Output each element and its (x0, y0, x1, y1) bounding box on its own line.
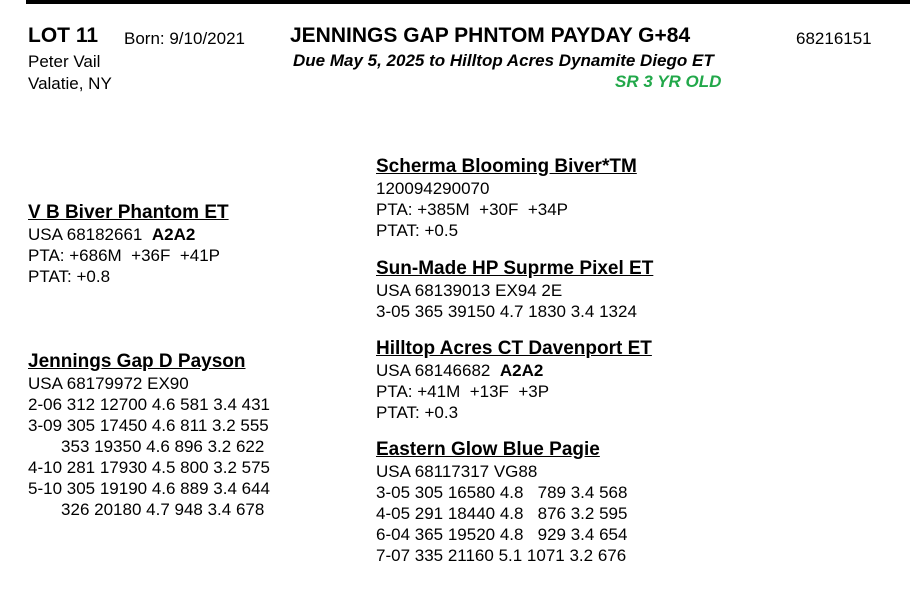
dam-sire-block (376, 337, 652, 423)
dam-dam-record: 3-05 305 16580 4.8 789 3.4 568 (376, 483, 628, 502)
sire-sire-block (376, 155, 637, 241)
dam-record: 5-10 305 19190 4.6 889 3.4 644 (28, 479, 270, 498)
sire-reg-line (28, 224, 229, 245)
sire-dam-reg: USA 68139013 EX94 2E (376, 281, 563, 300)
dam-dam-record: 4-05 291 18440 4.8 876 3.2 595 (376, 504, 628, 523)
dam-block (28, 350, 270, 520)
owner-info (28, 51, 112, 95)
top-rule (26, 0, 910, 4)
dam-reg: USA 68179972 EX90 (28, 374, 189, 393)
sire-sire-reg: 120094290070 (376, 179, 490, 198)
sire-ptat: PTAT: +0.8 (28, 267, 111, 286)
dam-sire-code: A2A2 (499, 361, 544, 380)
dam-name: Jennings Gap D Payson (28, 351, 246, 372)
dam-record: 3-09 305 17450 4.6 811 3.2 555 (28, 416, 269, 435)
dam-sire-pta: PTA: +41M +13F +3P (376, 382, 550, 401)
dam-dam-block (376, 438, 627, 566)
dam-sire-ptat: PTAT: +0.3 (376, 403, 459, 422)
sire-dam-name: Sun-Made HP Suprme Pixel ET (376, 258, 654, 279)
sire-name: V B Biver Phantom ET (28, 202, 229, 223)
sire-block (28, 201, 229, 287)
animal-name: JENNINGS GAP PHNTOM PAYDAY G+84 (290, 24, 691, 47)
dam-record: 326 20180 4.7 948 3.4 678 (28, 500, 265, 519)
dam-dam-reg: USA 68117317 VG88 (376, 462, 538, 481)
sire-sire-pta: PTA: +385M +30F +34P (376, 200, 568, 219)
dam-dam-name: Eastern Glow Blue Pagie (376, 439, 600, 460)
sire-sire-name: Scherma Blooming Biver*TM (376, 156, 637, 177)
age-class: SR 3 YR OLD (615, 72, 722, 91)
dam-record: 4-10 281 17930 4.5 800 3.2 575 (28, 458, 270, 477)
owner-location: Valatie, NY (28, 74, 112, 93)
dam-sire-name: Hilltop Acres CT Davenport ET (376, 338, 652, 359)
dam-sire-reg: USA 68146682 (376, 361, 491, 380)
dam-sire-reg-line (376, 360, 652, 381)
sire-dam-record: 3-05 365 39150 4.7 1830 3.4 1324 (376, 302, 637, 321)
birth-date: Born: 9/10/2021 (124, 29, 245, 48)
sire-pta: PTA: +686M +36F +41P (28, 246, 220, 265)
dam-dam-record: 6-04 365 19520 4.8 929 3.4 654 (376, 525, 628, 544)
lot-number: LOT 11 (28, 24, 99, 47)
dam-record: 353 19350 4.6 896 3.2 622 (28, 437, 265, 456)
sire-sire-ptat: PTAT: +0.5 (376, 221, 459, 240)
sire-reg: USA 68182661 (28, 225, 143, 244)
sire-code: A2A2 (151, 225, 196, 244)
owner-name: Peter Vail (28, 52, 101, 71)
registration-number: 68216151 (796, 29, 872, 48)
due-date-line: Due May 5, 2025 to Hilltop Acres Dynamite Diego ET (293, 51, 714, 70)
dam-record: 2-06 312 12700 4.6 581 3.4 431 (28, 395, 270, 414)
sire-dam-block (376, 257, 653, 322)
dam-dam-record: 7-07 335 21160 5.1 1071 3.2 676 (376, 546, 627, 565)
